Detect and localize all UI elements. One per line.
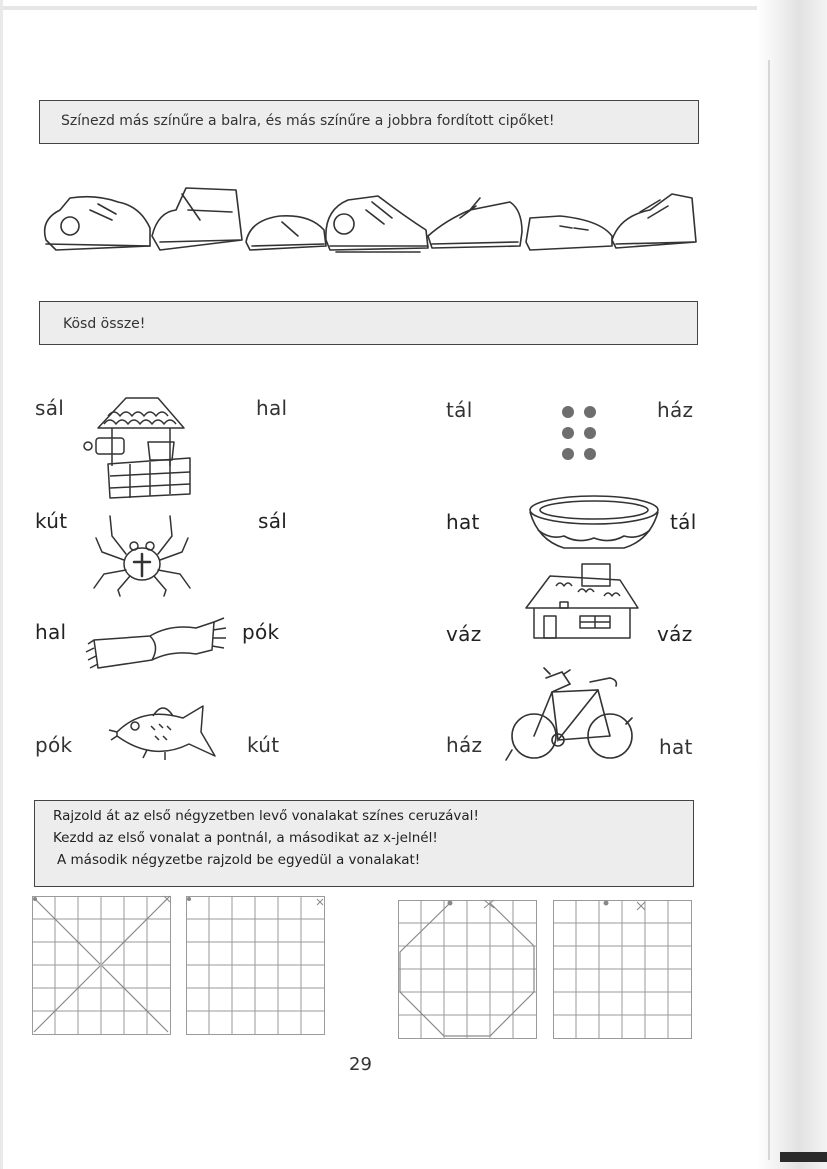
exercise-2-instruction: Kösd össze! bbox=[63, 316, 146, 332]
shoe-icon bbox=[45, 197, 150, 250]
practice-grid-2[interactable] bbox=[553, 900, 693, 1040]
right-group-word: ház bbox=[446, 733, 483, 757]
exercise-3-instruction-line: A második négyzetbe rajzold be egyedül a vonalakat! bbox=[57, 852, 421, 868]
scan-top-edge bbox=[0, 6, 827, 10]
bicycle-icon bbox=[506, 664, 636, 764]
page-number: 29 bbox=[349, 1054, 372, 1075]
left-group-word: sál bbox=[35, 396, 65, 420]
scarf-icon bbox=[84, 610, 234, 680]
right-group-word: hat bbox=[446, 510, 480, 534]
right-group-word: váz bbox=[657, 622, 693, 646]
left-group-word: pók bbox=[242, 620, 280, 644]
right-group-word: tál bbox=[670, 510, 697, 534]
shoe-icon bbox=[612, 194, 696, 248]
exercise-1-instruction-box bbox=[39, 100, 699, 144]
house-icon bbox=[520, 562, 650, 642]
right-group-word: tál bbox=[446, 398, 473, 422]
right-group-word: hat bbox=[659, 735, 693, 759]
exercise-3-instruction-box bbox=[34, 800, 694, 887]
exercise-2-instruction-box bbox=[39, 301, 698, 345]
practice-grid-1[interactable] bbox=[186, 896, 326, 1036]
left-group-word: sál bbox=[258, 509, 288, 533]
shoes-row bbox=[0, 180, 827, 270]
model-grid-1 bbox=[32, 896, 172, 1036]
shoe-icon bbox=[428, 198, 522, 248]
shoe-icon bbox=[326, 196, 428, 252]
left-group-word: kút bbox=[247, 733, 280, 757]
exercise-3-instruction-line: Kezdd az első vonalat a pontnál, a másodikat az x-jelnél! bbox=[53, 830, 438, 846]
fish-icon bbox=[103, 696, 223, 766]
right-group-word: ház bbox=[657, 398, 694, 422]
scan-left-edge bbox=[0, 0, 3, 1169]
left-group-word: hal bbox=[35, 620, 67, 644]
left-group-word: pók bbox=[35, 733, 73, 757]
right-group-word: váz bbox=[446, 622, 482, 646]
shoe-icon bbox=[152, 188, 242, 250]
shoe-icon bbox=[246, 216, 326, 250]
spider-icon bbox=[90, 508, 200, 598]
model-grid-2 bbox=[398, 900, 538, 1040]
left-group-word: hal bbox=[256, 396, 288, 420]
bowl-icon bbox=[524, 490, 664, 560]
exercise-1-instruction: Színezd más színűre a balra, és más színűre a jobbra fordított cipőket! bbox=[61, 113, 555, 129]
left-group-word: kút bbox=[35, 509, 68, 533]
exercise-3-instruction-line: Rajzold át az első négyzetben levő vonalakat színes ceruzával! bbox=[53, 808, 479, 824]
six-dots-icon bbox=[556, 400, 606, 470]
shoe-icon bbox=[526, 216, 612, 250]
well-icon bbox=[78, 394, 208, 504]
page-edge-mark bbox=[780, 1152, 827, 1162]
